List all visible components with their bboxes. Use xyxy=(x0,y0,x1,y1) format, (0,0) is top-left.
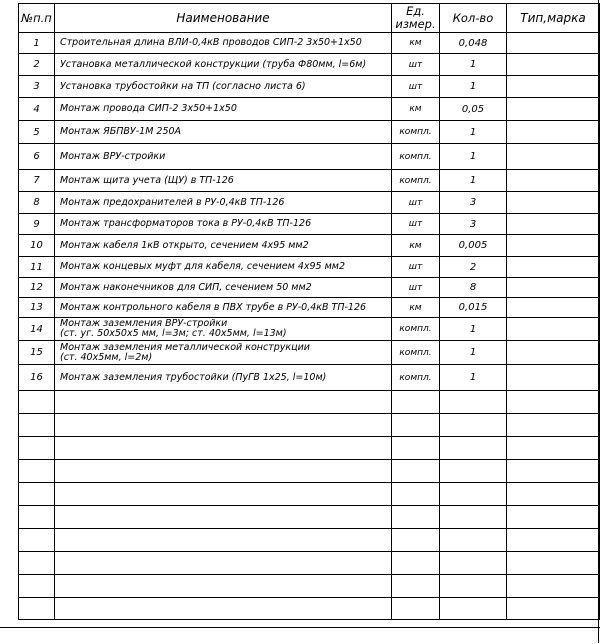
empty-cell xyxy=(55,483,392,506)
row-unit: шт xyxy=(392,214,440,235)
row-qty: 1 xyxy=(440,54,507,76)
row-qty: 0,015 xyxy=(440,298,507,318)
row-num: 12 xyxy=(19,278,55,298)
row-name-line: Монтаж контрольного кабеля в ПВХ трубе в РУ-0,4кВ ТП-126 xyxy=(60,301,367,313)
table-row xyxy=(19,318,600,341)
empty-cell xyxy=(392,575,440,598)
empty-cell xyxy=(507,460,600,483)
table-row xyxy=(19,76,600,98)
header-name: Наименование xyxy=(55,4,392,33)
empty-cell xyxy=(440,414,507,437)
row-unit: шт xyxy=(392,54,440,76)
row-num: 9 xyxy=(19,214,55,235)
table-row xyxy=(19,33,600,54)
empty-cell xyxy=(507,483,600,506)
row-qty: 1 xyxy=(440,170,507,192)
row-name xyxy=(55,121,392,144)
empty-cell xyxy=(19,391,55,414)
row-name-line: (ст. уг. 50х50х5 мм, l=3м; ст. 40х5мм, l=13м) xyxy=(60,328,287,339)
empty-cell xyxy=(55,391,392,414)
empty-cell xyxy=(19,575,55,598)
table-row xyxy=(19,235,600,257)
empty-cell xyxy=(19,460,55,483)
empty-cell xyxy=(507,391,600,414)
empty-row xyxy=(19,575,600,598)
empty-cell xyxy=(440,391,507,414)
row-unit: шт xyxy=(392,192,440,214)
row-type xyxy=(507,33,600,54)
table-header-row xyxy=(19,4,600,33)
empty-cell xyxy=(55,598,392,620)
row-qty: 1 xyxy=(440,76,507,98)
row-name xyxy=(55,318,392,341)
row-name-line: Монтаж провода СИП-2 3х50+1х50 xyxy=(60,103,237,114)
row-name-line: Монтаж ЯБПВУ-1М 250А xyxy=(60,126,182,137)
empty-cell xyxy=(55,506,392,529)
row-qty: 3 xyxy=(440,214,507,235)
row-qty: 1 xyxy=(440,318,507,341)
table-row xyxy=(19,121,600,144)
row-name-line: Монтаж концевых муфт для кабеля, сечением 4х95 мм2 xyxy=(60,261,345,272)
row-name-line: Установка трубостойки на ТП (согласно листа 6) xyxy=(60,80,306,92)
row-type xyxy=(507,298,600,318)
empty-cell xyxy=(440,460,507,483)
row-qty: 0,05 xyxy=(440,98,507,121)
table-row xyxy=(19,214,600,235)
table-row xyxy=(19,257,600,278)
row-unit: км xyxy=(392,235,440,257)
empty-row xyxy=(19,483,600,506)
row-name-line: (ст. 40х5мм, l=2м) xyxy=(60,351,153,363)
row-name xyxy=(55,341,392,365)
row-qty: 3 xyxy=(440,192,507,214)
empty-cell xyxy=(440,529,507,552)
row-name xyxy=(55,214,392,235)
row-name-line: Монтаж заземления ВРУ-стройки xyxy=(60,318,228,329)
row-qty: 1 xyxy=(440,121,507,144)
empty-cell xyxy=(392,552,440,575)
row-name xyxy=(55,278,392,298)
row-name xyxy=(55,33,392,54)
row-type xyxy=(507,54,600,76)
row-type xyxy=(507,235,600,257)
row-unit: компл. xyxy=(392,121,440,144)
row-num: 15 xyxy=(19,341,55,365)
empty-row xyxy=(19,437,600,460)
row-unit: км xyxy=(392,98,440,121)
row-num: 1 xyxy=(19,33,55,54)
row-type xyxy=(507,144,600,170)
empty-cell xyxy=(507,598,600,620)
empty-cell xyxy=(55,529,392,552)
empty-cell xyxy=(507,529,600,552)
row-unit: компл. xyxy=(392,365,440,391)
row-type xyxy=(507,257,600,278)
row-qty: 1 xyxy=(440,365,507,391)
empty-cell xyxy=(19,529,55,552)
row-name xyxy=(55,98,392,121)
empty-cell xyxy=(19,598,55,620)
row-type xyxy=(507,98,600,121)
row-name-line: Монтаж заземления металлической конструкции xyxy=(60,341,310,353)
row-name xyxy=(55,235,392,257)
empty-row xyxy=(19,460,600,483)
empty-cell xyxy=(507,437,600,460)
empty-cell xyxy=(55,575,392,598)
table-row xyxy=(19,98,600,121)
header-unit-line2: измер. xyxy=(395,17,436,31)
row-type xyxy=(507,170,600,192)
row-qty: 0,048 xyxy=(440,33,507,54)
empty-row xyxy=(19,414,600,437)
header-num: №п.п xyxy=(19,4,55,33)
row-name xyxy=(55,54,392,76)
empty-cell xyxy=(392,483,440,506)
empty-cell xyxy=(392,506,440,529)
row-qty: 8 xyxy=(440,278,507,298)
empty-cell xyxy=(440,552,507,575)
empty-cell xyxy=(440,437,507,460)
header-unit-line1: Ед. xyxy=(406,4,425,18)
empty-row xyxy=(19,598,600,620)
row-num: 10 xyxy=(19,235,55,257)
row-name-line: Монтаж щита учета (ЩУ) в ТП-126 xyxy=(60,174,234,186)
empty-row xyxy=(19,529,600,552)
header-qty: Кол-во xyxy=(440,4,507,33)
empty-cell xyxy=(392,414,440,437)
row-unit: компл. xyxy=(392,341,440,365)
row-type xyxy=(507,341,600,365)
row-name xyxy=(55,298,392,318)
empty-cell xyxy=(55,552,392,575)
empty-row xyxy=(19,552,600,575)
table-row xyxy=(19,278,600,298)
row-qty: 0,005 xyxy=(440,235,507,257)
empty-cell xyxy=(19,414,55,437)
header-type: Тип,марка xyxy=(507,4,600,33)
row-num: 3 xyxy=(19,76,55,98)
empty-cell xyxy=(392,391,440,414)
row-num: 4 xyxy=(19,98,55,121)
table-body xyxy=(19,33,600,620)
row-unit: компл. xyxy=(392,318,440,341)
row-name xyxy=(55,192,392,214)
row-unit: шт xyxy=(392,76,440,98)
row-type xyxy=(507,365,600,391)
row-unit: компл. xyxy=(392,170,440,192)
empty-cell xyxy=(55,437,392,460)
row-num: 7 xyxy=(19,170,55,192)
table-row xyxy=(19,341,600,365)
empty-cell xyxy=(392,460,440,483)
row-num: 14 xyxy=(19,318,55,341)
empty-cell xyxy=(440,506,507,529)
row-name-line: Строительная длина ВЛИ-0,4кВ проводов СИП-2 3х50+1х50 xyxy=(60,37,362,48)
empty-cell xyxy=(19,483,55,506)
row-type xyxy=(507,214,600,235)
row-unit: км xyxy=(392,298,440,318)
row-num: 16 xyxy=(19,365,55,391)
row-num: 13 xyxy=(19,298,55,318)
row-name xyxy=(55,144,392,170)
row-name-line: Монтаж ВРУ-стройки xyxy=(60,150,166,162)
empty-cell xyxy=(507,552,600,575)
empty-row xyxy=(19,391,600,414)
row-name xyxy=(55,365,392,391)
row-name xyxy=(55,170,392,192)
row-unit: компл. xyxy=(392,144,440,170)
row-qty: 1 xyxy=(440,341,507,365)
row-name-line: Монтаж трансформаторов тока в РУ-0,4кВ ТП-126 xyxy=(60,218,312,229)
empty-cell xyxy=(19,552,55,575)
row-type xyxy=(507,121,600,144)
row-type xyxy=(507,318,600,341)
empty-cell xyxy=(440,483,507,506)
empty-cell xyxy=(55,414,392,437)
empty-cell xyxy=(440,575,507,598)
empty-cell xyxy=(55,460,392,483)
row-type xyxy=(507,278,600,298)
table-row xyxy=(19,365,600,391)
row-num: 6 xyxy=(19,144,55,170)
row-unit: км xyxy=(392,33,440,54)
row-name-line: Установка металлической конструкции (труба Ф80мм, l=6м) xyxy=(60,58,367,70)
table-row xyxy=(19,54,600,76)
row-num: 5 xyxy=(19,121,55,144)
row-name xyxy=(55,76,392,98)
row-qty: 2 xyxy=(440,257,507,278)
empty-cell xyxy=(19,437,55,460)
empty-cell xyxy=(440,598,507,620)
row-num: 11 xyxy=(19,257,55,278)
row-name-line: Монтаж предохранителей в РУ-0,4кВ ТП-126 xyxy=(60,196,285,208)
row-type xyxy=(507,192,600,214)
empty-cell xyxy=(507,414,600,437)
row-type xyxy=(507,76,600,98)
table-row xyxy=(19,170,600,192)
row-unit: шт xyxy=(392,257,440,278)
frame-bottom-strip xyxy=(0,627,600,644)
specification-table xyxy=(18,3,600,620)
empty-cell xyxy=(507,575,600,598)
header-unit xyxy=(392,4,440,33)
table-row xyxy=(19,192,600,214)
frame-right-border xyxy=(598,0,599,643)
empty-cell xyxy=(392,529,440,552)
row-num: 2 xyxy=(19,54,55,76)
empty-cell xyxy=(19,506,55,529)
row-name xyxy=(55,257,392,278)
row-name-line: Монтаж заземления трубостойки (ПуГВ 1х25, l=10м) xyxy=(60,371,327,383)
row-num: 8 xyxy=(19,192,55,214)
empty-cell xyxy=(507,506,600,529)
row-name-line: Монтаж кабеля 1кВ открыто, сечением 4х95 мм2 xyxy=(60,239,309,251)
empty-cell xyxy=(392,598,440,620)
row-name-line: Монтаж наконечников для СИП, сечением 50 мм2 xyxy=(60,281,312,293)
empty-row xyxy=(19,506,600,529)
table-row xyxy=(19,298,600,318)
empty-cell xyxy=(392,437,440,460)
row-unit: шт xyxy=(392,278,440,298)
row-qty: 1 xyxy=(440,144,507,170)
table-row xyxy=(19,144,600,170)
